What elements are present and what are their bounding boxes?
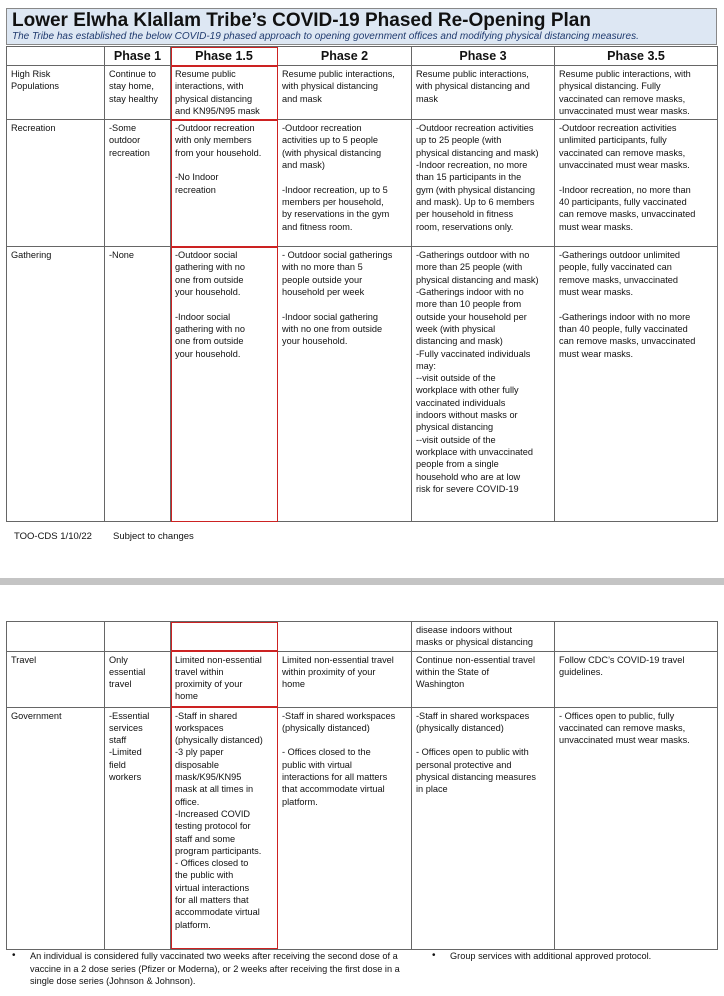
- row-label-high-risk: High Risk Populations: [7, 66, 105, 120]
- table-row-travel: [7, 651, 718, 707]
- table-row-gathering: [7, 247, 718, 522]
- subject-to-changes-note: Subject to changes: [113, 531, 194, 542]
- cell-high-risk-phase-2: Resume public interactions, with physical distancing and mask: [278, 66, 412, 120]
- carryover-cell-phase-1: [105, 622, 171, 652]
- cell-government-phase-2: -Staff in shared workspaces (physically distanced) - Offices closed to the public with virtual interactions for all matters that accommodate virtual platform.: [278, 707, 412, 949]
- cell-gathering-phase-1: -None: [105, 247, 171, 522]
- table-row-government: [7, 707, 718, 949]
- cell-recreation-phase-1-5: -Outdoor recreation with only members from your household. -No Indoor recreation: [171, 120, 278, 247]
- row-label-recreation: Recreation: [7, 120, 105, 247]
- cell-travel-phase-1-5: Limited non-essential travel within proximity of your home: [171, 651, 278, 707]
- title-box: [6, 8, 717, 45]
- phase-table-page1: [6, 46, 718, 522]
- cell-recreation-phase-1: -Some outdoor recreation: [105, 120, 171, 247]
- header-phase-2: Phase 2: [278, 47, 412, 66]
- cell-government-phase-1-5: -Staff in shared workspaces (physically distanced) -3 ply paper disposable mask/K95/KN95 mask at all times in office. -Increased COVID testing protocol for staff and some program participants. - Offices closed to the public with virtual interactions for all matters that accommodate virtual platform.: [171, 707, 278, 949]
- carryover-cell-label: [7, 622, 105, 652]
- bullet-marker: •: [432, 950, 436, 961]
- carryover-cell-phase-3-5: [555, 622, 718, 652]
- cell-high-risk-phase-1-5: Resume public interactions, with physical distancing and KN95/N95 mask: [171, 66, 278, 120]
- cell-government-phase-1: -Essential services staff -Limited field workers: [105, 707, 171, 949]
- document-code: TOO-CDS 1/10/22: [14, 531, 92, 542]
- row-label-government: Government: [7, 707, 105, 949]
- cell-recreation-phase-3-5: -Outdoor recreation activities unlimited participants, fully vaccinated can remove masks, unvaccinated must wear masks. -Indoor recreation, no more than 40 participants, fully vaccinated can remove masks, unvaccinated must wear masks.: [555, 120, 718, 247]
- cell-government-phase-3-5: - Offices open to public, fully vaccinated can remove masks, unvaccinated must wear masks.: [555, 707, 718, 949]
- cell-travel-phase-1: Only essential travel: [105, 651, 171, 707]
- header-phase-1: Phase 1: [105, 47, 171, 66]
- cell-recreation-phase-2: -Outdoor recreation activities up to 5 people (with physical distancing and mask) -Indoor recreation, up to 5 members per household, by reservations in the gym and fitness room.: [278, 120, 412, 247]
- page-subtitle: The Tribe has established the below COVID-19 phased approach to opening government offices and modifying physical distancing measures.: [12, 31, 639, 42]
- cell-travel-phase-2: Limited non-essential travel within proximity of your home: [278, 651, 412, 707]
- bullet-group-services-text: Group services with additional approved protocol.: [450, 951, 652, 961]
- cell-government-phase-3: -Staff in shared workspaces (physically distanced) - Offices open to public with personal protective and physical distancing measures in place: [412, 707, 555, 949]
- cell-recreation-phase-3: -Outdoor recreation activities up to 25 people (with physical distancing and mask) -Indoor recreation, no more than 15 participants in the gym (with physical distancing and mask). Up to 6 members per household in fitness room, reservations only.: [412, 120, 555, 247]
- table-header-row: [7, 47, 718, 66]
- page-title: Lower Elwha Klallam Tribe’s COVID-19 Phased Re-Opening Plan: [12, 10, 591, 31]
- cell-gathering-phase-2: - Outdoor social gatherings with no more than 5 people outside your household per week -Indoor social gathering with no one from outside your household.: [278, 247, 412, 522]
- table-row-high-risk: [7, 66, 718, 120]
- row-label-gathering: Gathering: [7, 247, 105, 522]
- page-separator: [0, 578, 724, 585]
- row-label-travel: Travel: [7, 651, 105, 707]
- cell-gathering-phase-3: -Gatherings outdoor with no more than 25 people (with physical distancing and mask) -Gatherings indoor with no more than 10 people from outside your household per week (with physical distancing and mask) -Fully vaccinated individuals may: --visit outside of the workplace with other fully vaccinated individuals indoors without masks or physical distancing --visit outside of the workplace with unvaccinated people from a single household who are at low risk for severe COVID-19: [412, 247, 555, 522]
- header-corner: [7, 47, 105, 66]
- carryover-cell-phase-1-5: [171, 622, 278, 652]
- cell-gathering-phase-3-5: -Gatherings outdoor unlimited people, fully vaccinated can remove masks, unvaccinated must wear masks. -Gatherings indoor with no more than 40 people, fully vaccinated can remove masks, unvaccinated must wear masks.: [555, 247, 718, 522]
- header-phase-3-5: Phase 3.5: [555, 47, 718, 66]
- carryover-cell-phase-3: disease indoors without masks or physical distancing: [412, 622, 555, 652]
- table-row-carryover: [7, 622, 718, 652]
- bullet-marker: •: [12, 950, 16, 961]
- cell-high-risk-phase-1: Continue to stay home, stay healthy: [105, 66, 171, 120]
- header-phase-1-5: Phase 1.5: [171, 47, 278, 66]
- cell-travel-phase-3: Continue non-essential travel within the State of Washington: [412, 651, 555, 707]
- cell-high-risk-phase-3-5: Resume public interactions, with physical distancing. Fully vaccinated can remove masks, unvaccinated must wear masks.: [555, 66, 718, 120]
- cell-high-risk-phase-3: Resume public interactions, with physical distancing and mask: [412, 66, 555, 120]
- header-phase-3: Phase 3: [412, 47, 555, 66]
- bullet-fully-vaccinated-text: An individual is considered fully vaccinated two weeks after receiving the second dose of a vaccine in a 2 dose series (Pfizer or Moderna), or 2 weeks after receiving the first dose in a single dose series (Johnson & Johnson).: [30, 951, 400, 986]
- bullet-group-services: [428, 950, 718, 963]
- carryover-cell-phase-2: [278, 622, 412, 652]
- cell-gathering-phase-1-5: -Outdoor social gathering with no one from outside your household. -Indoor social gathering with no one from outside your household.: [171, 247, 278, 522]
- bullet-fully-vaccinated: [8, 950, 418, 988]
- table-row-recreation: [7, 120, 718, 247]
- cell-travel-phase-3-5: Follow CDC’s COVID-19 travel guidelines.: [555, 651, 718, 707]
- phase-table-page2: [6, 621, 718, 950]
